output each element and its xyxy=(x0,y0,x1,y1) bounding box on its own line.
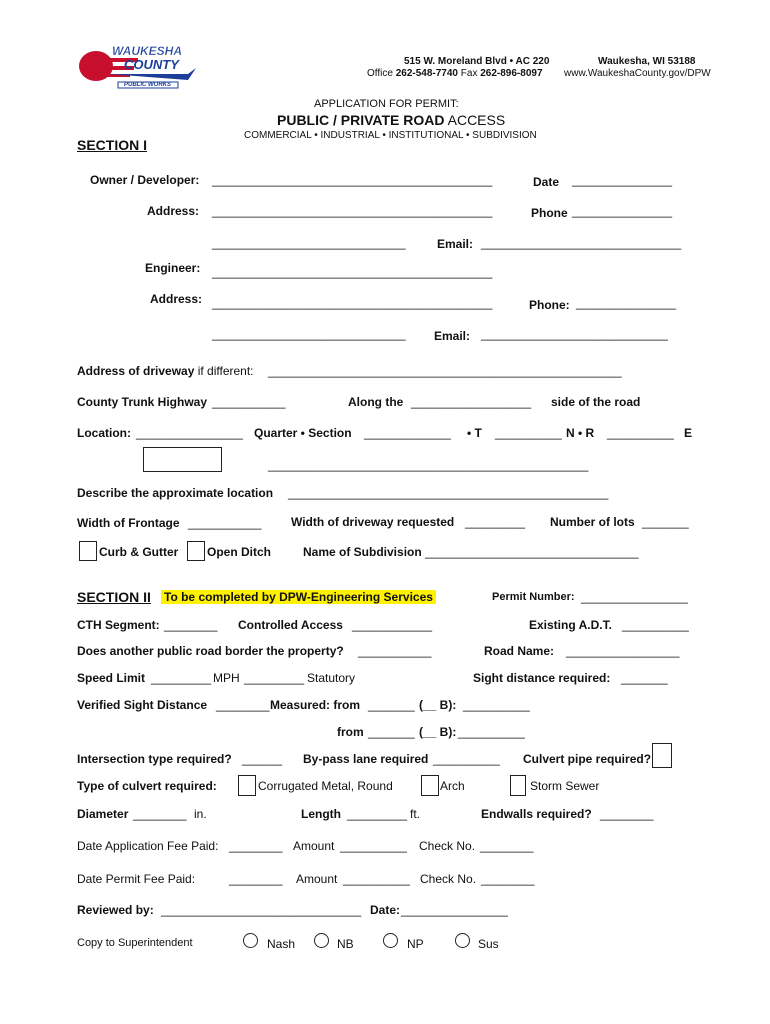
section-1-heading: SECTION I xyxy=(77,137,148,153)
quarter-section-label: Quarter • Section xyxy=(254,426,352,440)
b-field-2[interactable]: __________ xyxy=(458,725,525,739)
verified-sight-field[interactable]: ________ xyxy=(216,698,270,712)
phone-field[interactable]: _______________ xyxy=(572,204,673,218)
statutory-field[interactable]: _________ xyxy=(244,671,305,685)
eng-phone-label: Phone: xyxy=(529,298,570,312)
nb-label: NB xyxy=(337,937,354,951)
location2-field[interactable]: ________________________________________________ xyxy=(268,458,589,472)
phone-label: Phone xyxy=(531,206,568,220)
amount-2-label: Amount xyxy=(296,872,338,886)
check-1-field[interactable]: ________ xyxy=(480,839,534,853)
title-main-bold: PUBLIC / PRIVATE ROAD xyxy=(277,112,445,128)
section-2-note: To be completed by DPW-Engineering Services xyxy=(161,590,436,604)
app-fee-field[interactable]: ________ xyxy=(229,839,283,853)
sus-radio[interactable] xyxy=(455,933,470,948)
eng-address-label: Address: xyxy=(150,292,203,306)
subdivision-label: Name of Subdivision xyxy=(303,545,422,559)
width-driveway-label: Width of driveway requested xyxy=(291,515,455,529)
describe-field[interactable]: ________________________________________________ xyxy=(288,486,609,500)
length-label: Length xyxy=(301,807,341,821)
width-driveway-field[interactable]: _________ xyxy=(465,515,526,529)
reviewed-by-field[interactable]: ______________________________ xyxy=(161,903,362,917)
arch-label: Arch xyxy=(440,779,465,793)
copy-superintendent-label: Copy to Superintendent xyxy=(77,937,193,949)
cth-segment-field[interactable]: ________ xyxy=(164,618,218,632)
t-field[interactable]: __________ xyxy=(495,426,562,440)
address-label: Address: xyxy=(147,204,200,218)
amount-1-label: Amount xyxy=(293,839,335,853)
speed-limit-field[interactable]: _________ xyxy=(151,671,212,685)
section-field[interactable]: _____________ xyxy=(364,426,451,440)
from-label: from xyxy=(337,725,364,739)
intersection-field[interactable]: ______ xyxy=(242,752,283,766)
bypass-field[interactable]: __________ xyxy=(433,752,500,766)
eng-email-label: Email: xyxy=(434,329,471,343)
lots-field[interactable]: _______ xyxy=(642,515,689,529)
date-field[interactable]: _______________ xyxy=(572,173,673,187)
office-prefix: Office xyxy=(367,68,393,79)
owner-field[interactable]: __________________________________________ xyxy=(212,173,493,187)
sight-required-field[interactable]: _______ xyxy=(621,671,668,685)
frontage-label: Width of Frontage xyxy=(77,516,180,530)
app-fee-label: Date Application Fee Paid: xyxy=(77,839,219,853)
statutory-label: Statutory xyxy=(307,671,356,685)
header-website: www.WaukeshaCounty.gov/DPW xyxy=(564,68,711,79)
permit-number-label: Permit Number: xyxy=(492,591,575,603)
email-field[interactable]: ______________________________ xyxy=(481,236,682,250)
owner-label: Owner / Developer: xyxy=(90,173,200,187)
endwalls-field[interactable]: ________ xyxy=(600,807,654,821)
corrugated-checkbox[interactable] xyxy=(238,775,256,796)
road-name-label: Road Name: xyxy=(484,644,555,658)
np-label: NP xyxy=(407,937,424,951)
length-field[interactable]: _________ xyxy=(347,807,408,821)
along-label: Along the xyxy=(348,395,404,409)
b-field-1[interactable]: __________ xyxy=(463,698,530,712)
logo-line1: WAUKESHA xyxy=(112,44,183,58)
title-sub: COMMERCIAL • INDUSTRIAL • INSTITUTIONAL • SUBDIVISION xyxy=(244,130,537,141)
controlled-access-field[interactable]: ____________ xyxy=(352,618,433,632)
bypass-label: By-pass lane required xyxy=(303,752,429,766)
date-label: Date xyxy=(533,175,560,189)
intersection-label: Intersection type required? xyxy=(77,752,232,766)
endwalls-label: Endwalls required? xyxy=(481,807,592,821)
border-field[interactable]: ___________ xyxy=(358,644,432,658)
driveway-label-bold: Address of driveway xyxy=(77,364,195,378)
diameter-label: Diameter xyxy=(77,807,129,821)
cth-segment-label: CTH Segment: xyxy=(77,618,160,632)
from-field[interactable]: _______ xyxy=(368,725,415,739)
reviewed-date-field[interactable]: ________________ xyxy=(401,903,508,917)
sus-label: Sus xyxy=(478,937,499,951)
measured-from-field[interactable]: _______ xyxy=(368,698,415,712)
road-name-field[interactable]: _________________ xyxy=(566,644,680,658)
fax-prefix: Fax xyxy=(460,68,478,79)
address2-field[interactable]: _____________________________ xyxy=(212,236,406,250)
describe-label: Describe the approximate location xyxy=(77,486,274,500)
t-label: • T xyxy=(467,426,482,440)
n-r-label: N • R xyxy=(566,426,595,440)
measured-from-label: Measured: from xyxy=(270,698,361,712)
controlled-access-label: Controlled Access xyxy=(238,618,343,632)
e-label: E xyxy=(684,426,693,440)
county-logo xyxy=(78,44,202,92)
location-field[interactable]: ________________ xyxy=(136,426,243,440)
permit-fee-field[interactable]: ________ xyxy=(229,872,283,886)
section-2-heading: SECTION II xyxy=(77,589,151,605)
fax-phone: 262-896-8097 xyxy=(480,68,543,79)
side-label: side of the road xyxy=(551,395,641,409)
title-main xyxy=(277,112,505,128)
mph-label: MPH xyxy=(213,671,240,685)
amount-1-field[interactable]: __________ xyxy=(340,839,407,853)
culvert-type-label: Type of culvert required: xyxy=(77,779,217,793)
title-main-rest: ACCESS xyxy=(444,112,506,128)
feet-label: ft. xyxy=(410,807,421,821)
eng-address2-field[interactable]: _____________________________ xyxy=(212,327,406,341)
permit-number-field[interactable]: ________________ xyxy=(581,590,688,604)
eng-address-field[interactable]: __________________________________________ xyxy=(212,296,493,310)
office-phone: 262-548-7740 xyxy=(395,68,458,79)
header-address: 515 W. Moreland Blvd • AC 220 xyxy=(404,56,550,67)
speed-limit-label: Speed Limit xyxy=(77,671,146,685)
header-city: Waukesha, WI 53188 xyxy=(598,56,696,67)
open-ditch-label: Open Ditch xyxy=(207,545,272,559)
culvert-pipe-label: Culvert pipe required? xyxy=(523,752,652,766)
eng-email-field[interactable]: ____________________________ xyxy=(481,327,668,341)
b-label-2: (__ B): xyxy=(419,725,457,739)
storm-sewer-label: Storm Sewer xyxy=(530,779,600,793)
driveway-label-suffix: if different: xyxy=(194,364,254,378)
curb-gutter-label: Curb & Gutter xyxy=(99,545,179,559)
border-label: Does another public road border the property? xyxy=(77,644,344,658)
along-field[interactable]: __________________ xyxy=(411,395,532,409)
np-radio[interactable] xyxy=(383,933,398,948)
subdivision-field[interactable]: ________________________________ xyxy=(425,545,639,559)
check-1-label: Check No. xyxy=(419,839,476,853)
location-map-box[interactable] xyxy=(143,447,222,472)
address-field[interactable]: __________________________________________ xyxy=(212,204,493,218)
header-office xyxy=(367,68,543,79)
title-pre: APPLICATION FOR PERMIT: xyxy=(314,98,459,110)
adt-field[interactable]: __________ xyxy=(622,618,689,632)
culvert-pipe-checkbox[interactable] xyxy=(652,743,672,768)
nash-radio[interactable] xyxy=(243,933,258,948)
corrugated-label: Corrugated Metal, Round xyxy=(258,779,393,793)
diameter-field[interactable]: ________ xyxy=(133,807,187,821)
amount-2-field[interactable]: __________ xyxy=(343,872,410,886)
cth-field[interactable]: ___________ xyxy=(212,395,286,409)
nb-radio[interactable] xyxy=(314,933,329,948)
permit-fee-label: Date Permit Fee Paid: xyxy=(77,872,196,886)
logo-line2: COUNTY xyxy=(124,57,179,72)
nash-label: Nash xyxy=(267,937,296,951)
arch-checkbox[interactable] xyxy=(421,775,439,796)
lots-label: Number of lots xyxy=(550,515,635,529)
location-label: Location: xyxy=(77,426,131,440)
open-ditch-checkbox[interactable] xyxy=(187,541,205,561)
check-2-field[interactable]: ________ xyxy=(481,872,535,886)
verified-sight-label: Verified Sight Distance xyxy=(77,698,208,712)
cth-label: County Trunk Highway xyxy=(77,395,208,409)
logo-line3: PUBLIC WORKS xyxy=(124,82,171,88)
email-label: Email: xyxy=(437,237,474,251)
b-label-1: (__ B): xyxy=(419,698,457,712)
inches-label: in. xyxy=(194,807,207,821)
engineer-label: Engineer: xyxy=(145,261,201,275)
check-2-label: Check No. xyxy=(420,872,477,886)
driveway-field[interactable]: _____________________________________________________ xyxy=(268,364,622,378)
driveway-label xyxy=(77,364,254,378)
reviewed-by-label: Reviewed by: xyxy=(77,903,154,917)
adt-label: Existing A.D.T. xyxy=(529,618,612,632)
r-field[interactable]: __________ xyxy=(607,426,674,440)
reviewed-date-label: Date: xyxy=(370,903,401,917)
storm-sewer-checkbox[interactable] xyxy=(510,775,526,796)
engineer-field[interactable]: __________________________________________ xyxy=(212,265,493,279)
sight-required-label: Sight distance required: xyxy=(473,671,611,685)
curb-gutter-checkbox[interactable] xyxy=(79,541,97,561)
eng-phone-field[interactable]: _______________ xyxy=(576,296,677,310)
frontage-field[interactable]: ___________ xyxy=(188,516,262,530)
